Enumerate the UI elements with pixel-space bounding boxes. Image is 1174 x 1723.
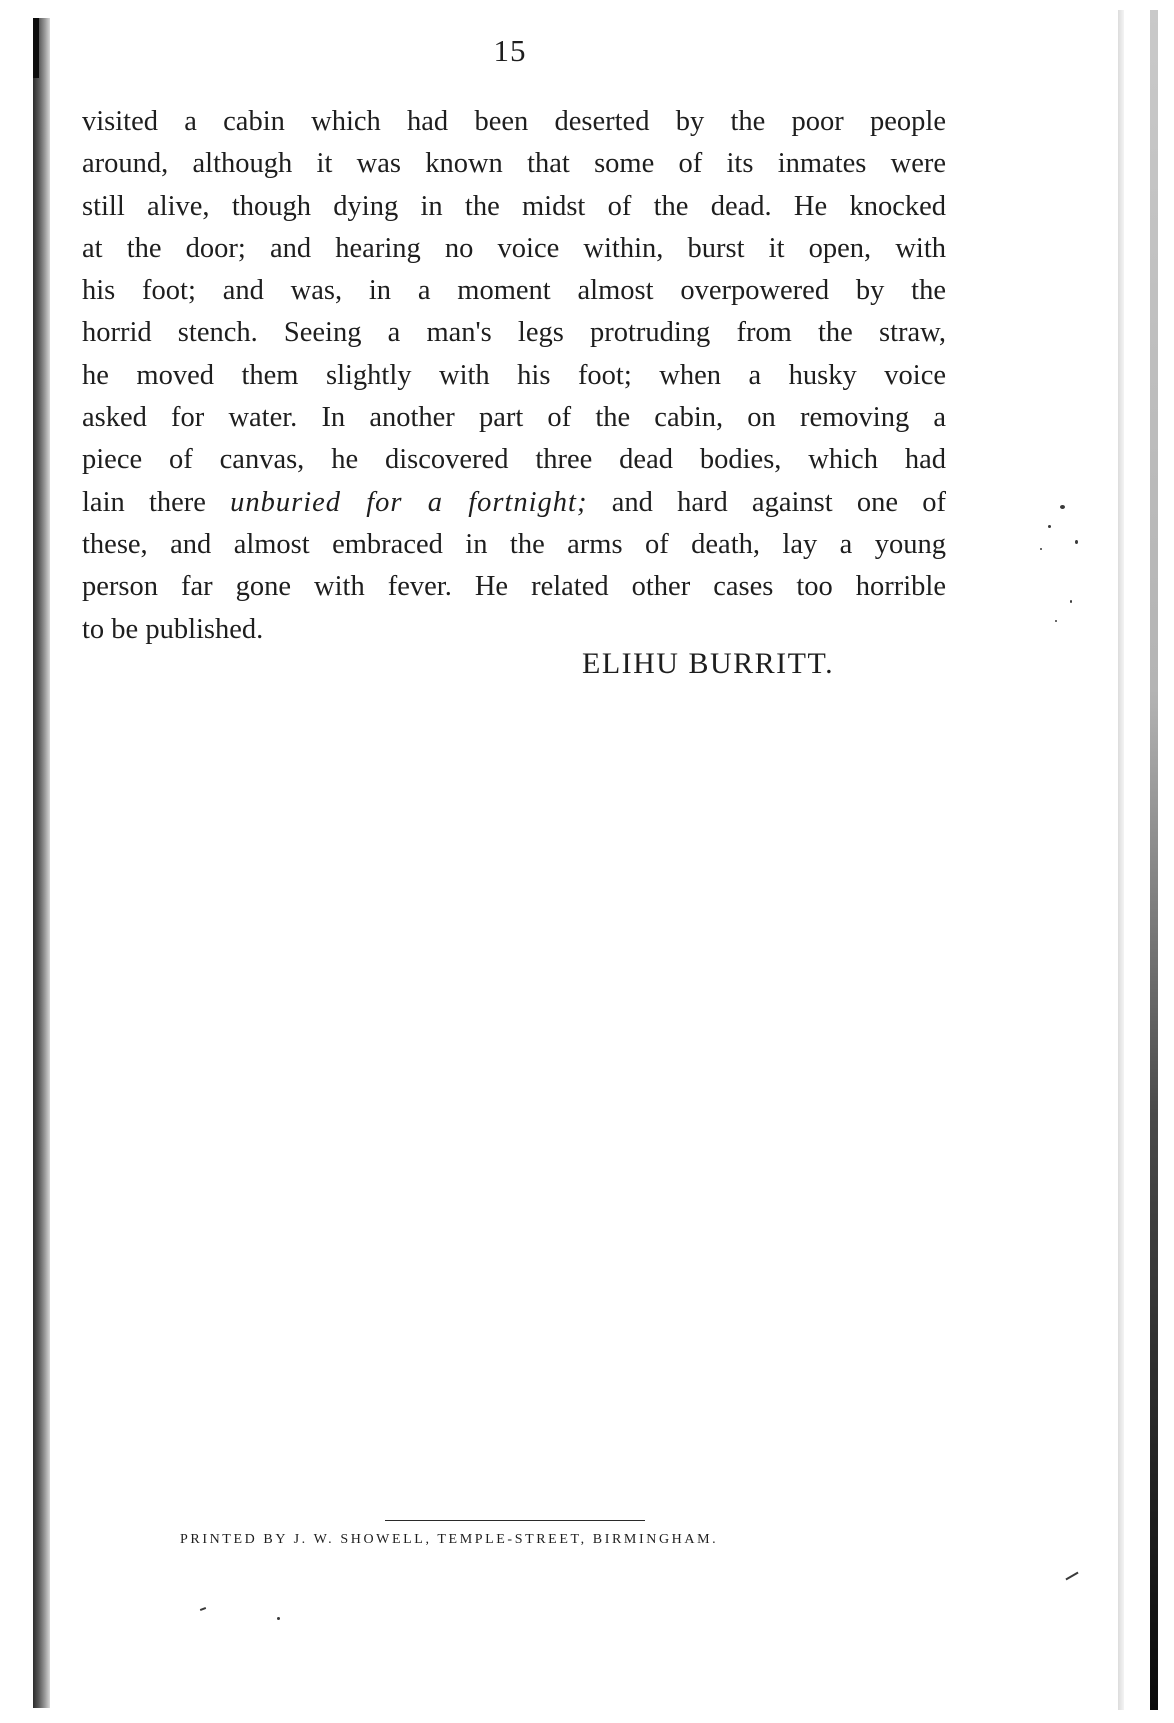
text-segment: and hard against one of [611, 486, 946, 518]
author-signature: ELIHU BURRITT. [582, 647, 835, 680]
imprint-rule [385, 1520, 645, 1521]
scan-speck [1070, 600, 1072, 603]
text-line: person far gone with fever. He related other cases too horrible [82, 571, 946, 603]
text-line: still alive, though dying in the midst of the dead. He knocked [82, 190, 946, 222]
scan-speck [200, 1607, 206, 1611]
page-edge-right [1150, 10, 1158, 1710]
text-line: piece of canvas, he discovered three dead bodies, which had [82, 444, 946, 476]
text-line: his foot; and was, in a moment almost overpowered by the [82, 275, 946, 307]
text-line: asked for water. In another part of the cabin, on removing a [82, 402, 946, 434]
scan-speck [1065, 1572, 1078, 1581]
text-line: to be published. [82, 613, 264, 645]
book-spine-shadow [33, 18, 50, 1708]
text-line-with-italic [82, 482, 946, 524]
italic-phrase: unburied for a fortnight; [230, 486, 588, 518]
scan-speck [277, 1617, 280, 1620]
text-line: he moved them slightly with his foot; when a husky voice [82, 359, 946, 391]
text-line: around, although it was known that some of its inmates were [82, 148, 946, 180]
scan-speck [1060, 505, 1065, 509]
text-line: horrid stench. Seeing a man's legs protruding from the straw, [82, 317, 946, 349]
text-line: at the door; and hearing no voice within, burst it open, with [82, 232, 946, 264]
text-line: visited a cabin which had been deserted by the poor people [82, 106, 946, 137]
page-edge-faint [1118, 10, 1124, 1710]
scan-speck [1040, 548, 1042, 550]
page-number: 15 [493, 33, 527, 68]
text-segment: lain there [82, 486, 206, 518]
body-paragraph [82, 101, 946, 651]
scan-speck [1075, 540, 1078, 544]
text-line: these, and almost embraced in the arms of death, lay a young [82, 528, 946, 560]
printer-imprint: PRINTED BY J. W. SHOWELL, TEMPLE-STREET, BIRMINGHAM. [180, 1532, 719, 1547]
scan-speck [1055, 620, 1057, 622]
scan-speck [1048, 525, 1051, 528]
